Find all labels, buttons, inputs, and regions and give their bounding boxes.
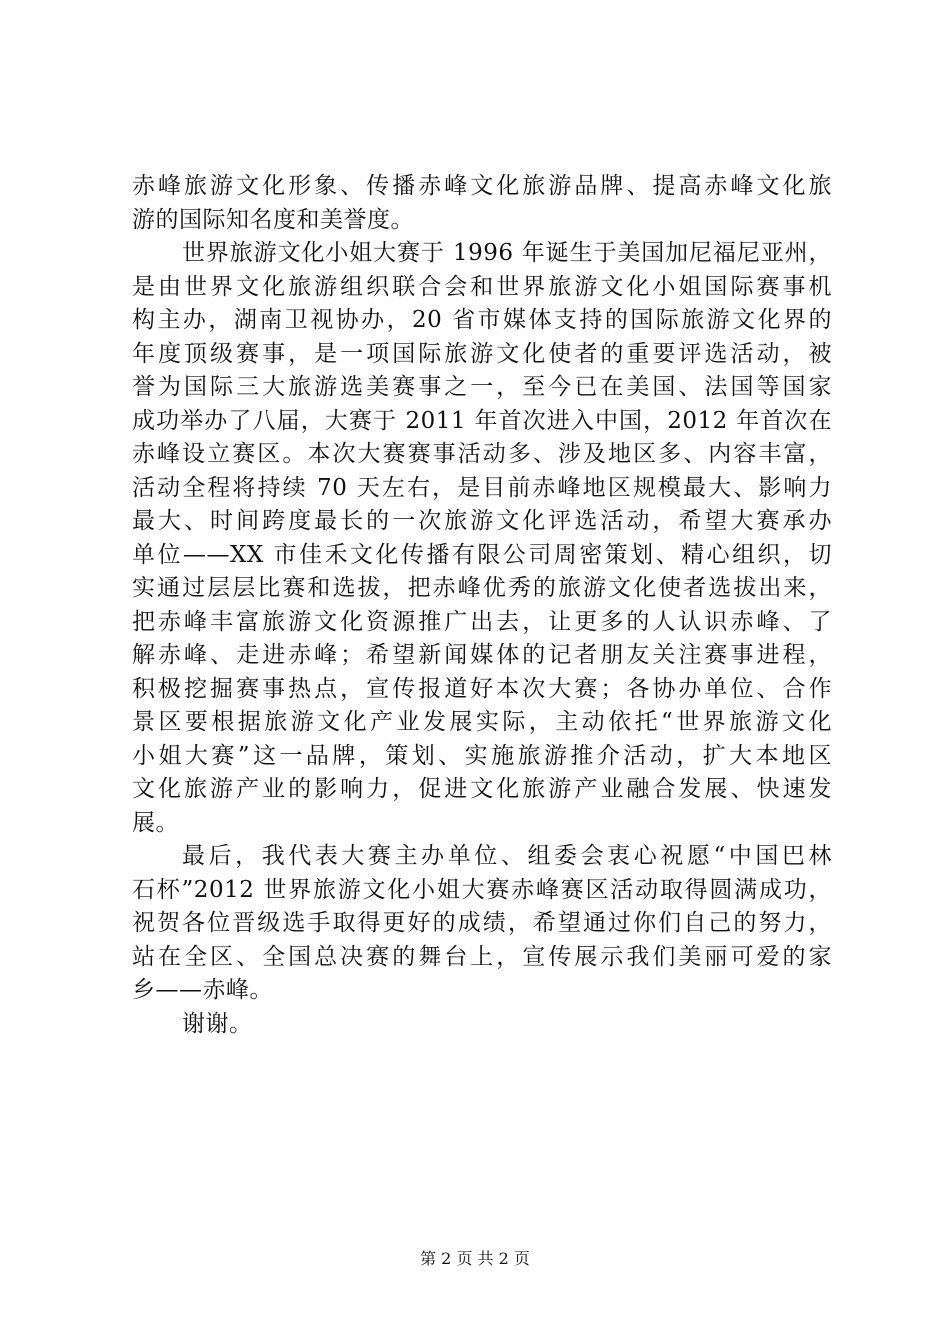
text-line: 站在全区、全国总决赛的舞台上，宣传展示我们美丽可爱的家 — [132, 943, 832, 970]
text-line: 成功举办了八届，大赛于 2011 年首次进入中国，2012 年首次在 — [132, 407, 832, 434]
document-body — [132, 170, 832, 1041]
text-line: 乡——赤峰。 — [132, 977, 273, 1003]
text-line: 谢谢。 — [182, 1010, 253, 1037]
text-line: 赤峰旅游文化形象、传播赤峰文化旅游品牌、提高赤峰文化旅 — [132, 173, 832, 199]
text-line: 解赤峰、走进赤峰；希望新闻媒体的记者朋友关注赛事进程， — [132, 642, 832, 668]
text-line: 积极挖掘赛事热点，宣传报道好本次大赛；各协办单位、合作 — [132, 675, 832, 702]
text-line: 最大、时间跨度最长的一次旅游文化评选活动，希望大赛承办 — [132, 508, 832, 534]
text-line: 实通过层层比赛和选拔，把赤峰优秀的旅游文化使者选拔出来， — [132, 575, 832, 601]
text-line: 世界旅游文化小姐大赛于 1996 年诞生于美国加尼福尼亚州， — [182, 240, 832, 266]
text-line: 赤峰设立赛区。本次大赛赛事活动多、涉及地区多、内容丰富， — [132, 441, 832, 467]
text-line: 展。 — [132, 809, 179, 836]
text-line: 年度顶级赛事，是一项国际旅游文化使者的重要评选活动，被 — [132, 340, 832, 367]
text-line: 景区要根据旅游文化产业发展实际，主动依托“世界旅游文化 — [132, 709, 832, 735]
page-footer: 第 2 页 共 2 页 — [420, 1249, 530, 1268]
text-line: 文化旅游产业的影响力，促进文化旅游产业融合发展、快速发 — [132, 776, 832, 802]
text-line: 游的国际知名度和美誉度。 — [132, 206, 414, 233]
text-line: 把赤峰丰富旅游文化资源推广出去，让更多的人认识赤峰、了 — [132, 608, 832, 635]
text-line: 誉为国际三大旅游选美赛事之一，至今已在美国、法国等国家 — [132, 374, 832, 400]
text-line: 石杯”2012 世界旅游文化小姐大赛赤峰赛区活动取得圆满成功， — [132, 876, 832, 903]
text-line: 构主办，湖南卫视协办，20 省市媒体支持的国际旅游文化界的 — [132, 307, 832, 333]
text-line: 单位——XX 市佳禾文化传播有限公司周密策划、精心组织，切 — [132, 541, 832, 568]
text-line: 最后，我代表大赛主办单位、组委会衷心祝愿“中国巴林 — [182, 843, 832, 869]
text-line: 小姐大赛”这一品牌，策划、实施旅游推介活动，扩大本地区 — [132, 742, 832, 769]
text-line: 是由世界文化旅游组织联合会和世界旅游文化小姐国际赛事机 — [132, 273, 832, 300]
text-line: 活动全程将持续 70 天左右，是目前赤峰地区规模最大、影响力 — [132, 474, 832, 501]
text-line: 祝贺各位晋级选手取得更好的成绩，希望通过你们自己的努力， — [132, 910, 832, 936]
